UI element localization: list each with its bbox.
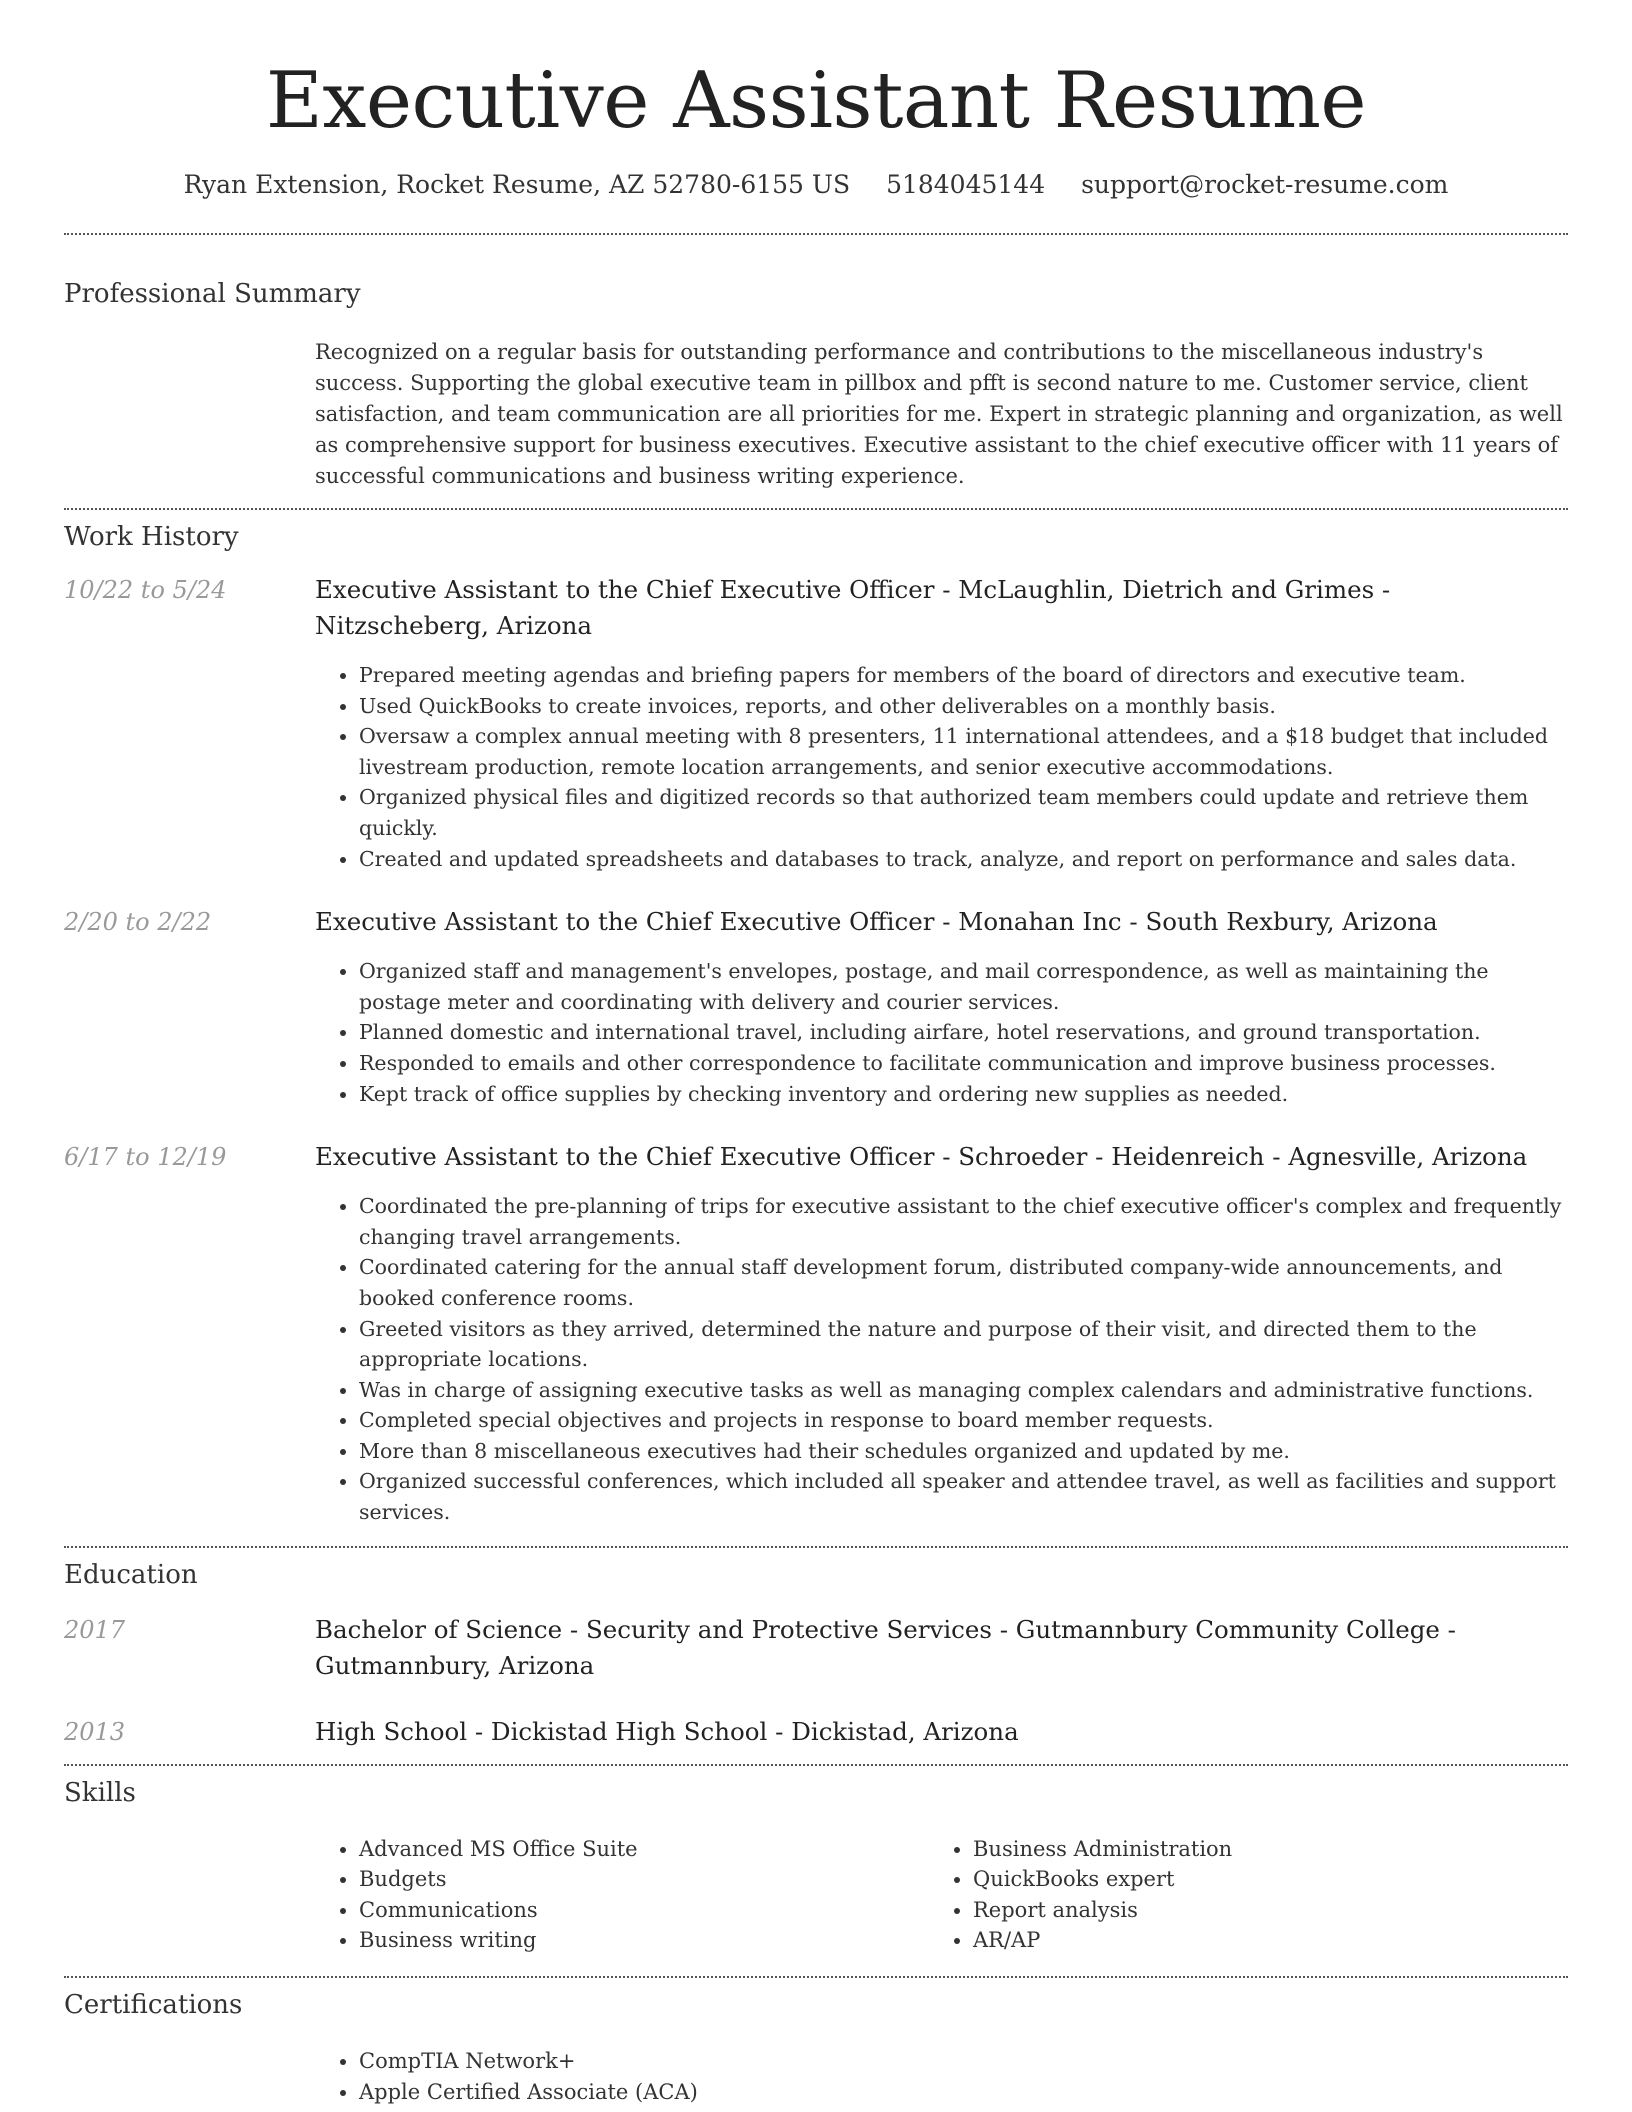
list-item: • Was in charge of assigning executive tasks as well as managing complex calendars and administrative functions. <box>359 1375 1568 1406</box>
divider <box>64 1764 1568 1766</box>
list-item: • Created and updated spreadsheets and databases to track, analyze, and report on performance and sales data. <box>359 844 1568 875</box>
education-heading: Bachelor of Science - Security and Protective Services - Gutmannbury Community College - Gutmannbury, Arizona <box>315 1614 1456 1680</box>
list-item: • Business writing <box>359 1925 929 1956</box>
education-date: 2013 <box>64 1717 126 1746</box>
list-item: • Apple Certified Associate (ACA) <box>359 2077 1568 2108</box>
job-bullets <box>315 660 1568 874</box>
list-item: • Organized physical files and digitized records so that authorized team members could update and retrieve them quickly. <box>359 782 1568 843</box>
skills-columns <box>315 1834 1568 1956</box>
contact-email: support@rocket-resume.com <box>1081 170 1449 199</box>
list-item: • Responded to emails and other correspondence to facilitate communication and improve business processes. <box>359 1048 1568 1079</box>
job-body <box>315 572 1568 874</box>
resume-title: Executive Assistant Resume <box>265 56 1367 146</box>
divider <box>64 1976 1568 1978</box>
list-item: • Communications <box>359 1895 929 1926</box>
job-date: 10/22 to 5/24 <box>64 576 227 604</box>
work-history-title: Work History <box>64 522 239 552</box>
list-item: • Coordinated the pre-planning of trips for executive assistant to the chief executive officer's complex and frequently changing travel arrangements. <box>359 1191 1568 1252</box>
certifications-title: Certifications <box>64 1990 243 2021</box>
list-item: • Organized staff and management's envelopes, postage, and mail correspondence, as well as maintaining the postage meter and coordinating with delivery and courier services. <box>359 956 1568 1017</box>
certifications-section <box>64 1990 1568 2107</box>
divider <box>64 233 1568 235</box>
education-entry <box>64 1612 1568 1684</box>
list-item: • Business Administration <box>973 1834 1543 1865</box>
summary-text: Recognized on a regular basis for outstanding performance and contributions to the miscellaneous industry's success. Supporting the global executive team in pillbox and pfft is second nature to me. Customer service, client satisfaction, and team communication are all priorities for me. Expert in strategic planning and organization, as well as comprehensive support for business executives. Executive assistant to the chief executive officer with 11 years of successful communications and business writing experience. <box>315 340 1563 488</box>
summary-title: Professional Summary <box>64 279 361 309</box>
list-item: • More than 8 miscellaneous executives had their schedules organized and updated by me. <box>359 1436 1568 1467</box>
list-item: • Completed special objectives and projects in response to board member requests. <box>359 1405 1568 1436</box>
list-item: • AR/AP <box>973 1925 1543 1956</box>
skills-list-left <box>315 1834 929 1956</box>
resume-page <box>64 0 1568 2107</box>
list-item: • QuickBooks expert <box>973 1864 1543 1895</box>
job-body <box>315 904 1568 1109</box>
list-item: • Kept track of office supplies by checking inventory and ordering new supplies as needed. <box>359 1079 1568 1110</box>
divider <box>64 508 1568 510</box>
certifications-list <box>315 2046 1568 2107</box>
skills-list-right <box>929 1834 1543 1956</box>
list-item: • Organized successful conferences, which included all speaker and attendee travel, as well as facilities and support services. <box>359 1466 1568 1527</box>
list-item: • Coordinated catering for the annual staff development forum, distributed company-wide announcements, and booked conference rooms. <box>359 1252 1568 1313</box>
list-item: • Greeted visitors as they arrived, determined the nature and purpose of their visit, and directed them to the appropriate locations. <box>359 1314 1568 1375</box>
education-title: Education <box>64 1559 198 1590</box>
work-history-section <box>64 522 1568 1528</box>
job-heading: Executive Assistant to the Chief Executive Officer - Schroeder - Heidenreich - Agnesville, Arizona <box>315 1142 1528 1172</box>
job-heading: Executive Assistant to the Chief Executive Officer - Monahan Inc - South Rexbury, Arizona <box>315 907 1438 937</box>
contact-address: Ryan Extension, Rocket Resume, AZ 52780-6155 US <box>183 170 851 199</box>
job-date: 6/17 to 12/19 <box>64 1143 227 1172</box>
divider <box>64 1546 1568 1548</box>
summary-section <box>64 279 1568 492</box>
education-section <box>64 1560 1568 1750</box>
list-item: • Used QuickBooks to create invoices, reports, and other deliverables on a monthly basis. <box>359 691 1568 722</box>
list-item: • Planned domestic and international travel, including airfare, hotel reservations, and ground transportation. <box>359 1017 1568 1048</box>
contact-line <box>64 170 1568 199</box>
education-body <box>315 1612 1568 1684</box>
education-body <box>315 1714 1568 1750</box>
education-date: 2017 <box>64 1615 126 1644</box>
job-bullets <box>315 956 1568 1109</box>
job-entry <box>64 572 1568 874</box>
job-date: 2/20 to 2/22 <box>64 908 212 937</box>
job-bullets <box>315 1191 1568 1528</box>
list-item: • Prepared meeting agendas and briefing papers for members of the board of directors and executive team. <box>359 660 1568 691</box>
job-body <box>315 1139 1568 1528</box>
skills-title: Skills <box>64 1777 136 1808</box>
education-entry <box>64 1714 1568 1750</box>
list-item: • Budgets <box>359 1864 929 1895</box>
skills-section <box>64 1778 1568 1956</box>
contact-phone: 5184045144 <box>886 170 1046 199</box>
list-item: • CompTIA Network+ <box>359 2046 1568 2077</box>
list-item: • Report analysis <box>973 1895 1543 1926</box>
education-heading: High School - Dickistad High School - Dickistad, Arizona <box>315 1716 1019 1746</box>
job-entry <box>64 904 1568 1109</box>
list-item: • Oversaw a complex annual meeting with 8 presenters, 11 international attendees, and a $18 budget that included livestream production, remote location arrangements, and senior executive accommodations. <box>359 721 1568 782</box>
job-entry <box>64 1139 1568 1528</box>
list-item: • Advanced MS Office Suite <box>359 1834 929 1865</box>
job-heading: Executive Assistant to the Chief Executive Officer - McLaughlin, Dietrich and Grimes - Nitzscheberg, Arizona <box>315 575 1391 640</box>
